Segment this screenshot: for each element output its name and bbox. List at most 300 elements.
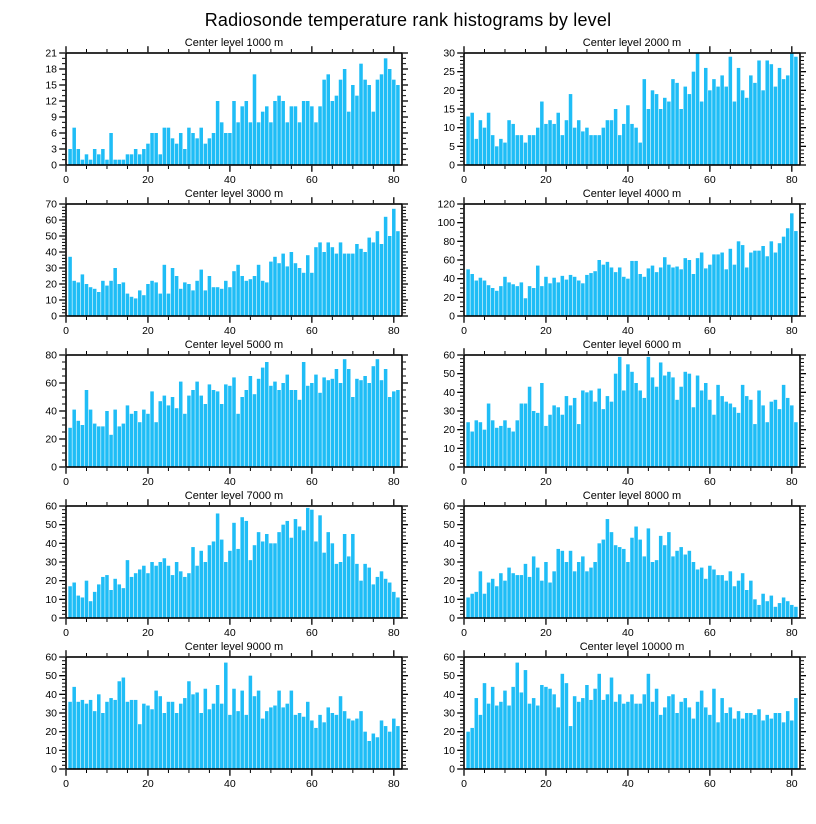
bar — [585, 392, 589, 467]
bar — [630, 538, 634, 618]
bar — [548, 120, 552, 165]
bar — [688, 94, 692, 165]
bar — [269, 122, 273, 165]
bar — [150, 281, 154, 316]
bar — [774, 253, 778, 316]
bar — [577, 120, 581, 165]
bar — [630, 261, 634, 316]
bar — [753, 251, 757, 316]
bar — [667, 102, 671, 165]
bar — [610, 678, 614, 769]
bar — [544, 687, 548, 769]
bar — [228, 133, 232, 165]
bar — [163, 713, 167, 769]
bar — [376, 80, 380, 165]
bar — [487, 704, 491, 769]
bar — [277, 691, 281, 769]
bar — [347, 719, 351, 769]
y-tick-label: 60 — [443, 651, 455, 664]
x-tick-label: 0 — [461, 627, 467, 639]
bar — [89, 601, 93, 618]
bar — [643, 556, 647, 618]
bar — [602, 540, 606, 618]
bar — [150, 709, 154, 769]
bar — [183, 149, 187, 165]
y-tick-label: 20 — [45, 575, 57, 588]
y-tick-label: 50 — [443, 670, 455, 683]
x-tick-label: 20 — [142, 778, 154, 790]
y-tick-label: 0 — [449, 159, 455, 172]
bar — [704, 707, 708, 769]
bar — [195, 382, 199, 467]
bar — [388, 732, 392, 769]
bar — [167, 294, 171, 316]
bar — [101, 281, 105, 316]
bar — [470, 728, 474, 769]
bar — [265, 534, 269, 618]
bar — [782, 237, 786, 316]
histogram-panel-5000m — [10, 337, 408, 488]
bar — [326, 242, 330, 316]
bar — [257, 379, 261, 467]
bar — [729, 571, 733, 618]
bar — [187, 573, 191, 618]
bar — [101, 426, 105, 467]
bar — [589, 568, 593, 618]
x-tick-label: 40 — [622, 778, 634, 790]
bar — [593, 562, 597, 618]
bar — [688, 374, 692, 467]
bar — [491, 420, 495, 467]
y-tick-label: 20 — [443, 291, 455, 304]
bar — [195, 692, 199, 769]
bar — [724, 581, 728, 618]
bar — [663, 376, 667, 467]
bar — [187, 128, 191, 165]
subplot-title: Center level 9000 m — [184, 641, 284, 653]
bar — [253, 74, 257, 165]
bar — [536, 266, 540, 316]
bar — [556, 407, 560, 467]
bar — [199, 396, 203, 467]
bar — [761, 246, 765, 316]
bar — [314, 247, 318, 316]
x-tick-label: 60 — [306, 325, 318, 337]
bar — [249, 122, 253, 165]
y-tick-label: 30 — [443, 405, 455, 418]
bar — [236, 414, 240, 467]
bar — [581, 131, 585, 165]
bar — [326, 532, 330, 618]
bar — [667, 532, 671, 618]
x-tick-label: 60 — [306, 174, 318, 186]
bar — [524, 564, 528, 618]
bar — [466, 269, 470, 316]
bar — [183, 282, 187, 316]
bar — [257, 265, 261, 316]
bar — [634, 261, 638, 316]
bar — [786, 228, 790, 316]
bar — [561, 674, 565, 769]
bar — [339, 383, 343, 467]
bar — [561, 551, 565, 618]
histogram-panel-3000m — [10, 186, 408, 337]
x-tick-label: 0 — [63, 476, 69, 488]
bar — [520, 282, 524, 316]
bar — [310, 510, 314, 618]
y-tick-label: 60 — [45, 500, 57, 513]
bar — [741, 573, 745, 618]
bar — [89, 287, 93, 316]
bar — [659, 109, 663, 165]
bar — [384, 58, 388, 165]
bar — [569, 405, 573, 467]
bar — [516, 420, 520, 467]
bar — [589, 273, 593, 316]
bar — [240, 397, 244, 467]
bar — [532, 135, 536, 165]
y-tick-label: 0 — [449, 461, 455, 474]
x-tick-label: 80 — [785, 325, 798, 337]
bar — [761, 594, 765, 618]
bar — [479, 571, 483, 618]
y-tick-label: 10 — [443, 744, 455, 757]
bar — [573, 277, 577, 316]
bar — [118, 681, 122, 769]
bar — [696, 702, 700, 769]
bar — [704, 68, 708, 165]
bar — [261, 368, 265, 467]
bar — [520, 404, 524, 467]
bar — [163, 558, 167, 618]
bar — [195, 138, 199, 165]
bar — [306, 386, 310, 467]
bar — [191, 133, 195, 165]
bar — [245, 715, 249, 769]
bar — [314, 541, 318, 618]
bar — [105, 702, 109, 769]
bar — [208, 138, 212, 165]
bar — [380, 571, 384, 618]
bar — [552, 124, 556, 165]
bar — [503, 420, 507, 467]
y-tick-label: 10 — [443, 593, 455, 606]
bar — [322, 553, 326, 618]
bar — [118, 426, 122, 467]
x-tick-label: 40 — [224, 778, 236, 790]
y-tick-label: 20 — [45, 278, 57, 291]
bar — [778, 243, 782, 316]
bar — [475, 281, 479, 316]
bar — [351, 397, 355, 467]
bar — [585, 685, 589, 769]
bar — [122, 678, 126, 769]
bar — [626, 105, 630, 165]
bar — [479, 715, 483, 769]
bar — [224, 281, 228, 316]
bar — [647, 268, 651, 316]
bar — [753, 424, 757, 467]
bar — [638, 274, 642, 316]
x-tick-label: 80 — [387, 174, 400, 186]
bar — [359, 711, 363, 769]
bar — [109, 435, 113, 467]
subplot-title: Center level 1000 m — [184, 37, 284, 49]
bar — [647, 674, 651, 769]
bar — [552, 571, 556, 618]
y-tick-label: 21 — [45, 47, 57, 60]
y-tick-label: 25 — [443, 66, 455, 79]
bar — [569, 94, 573, 165]
bar — [507, 282, 511, 316]
bar — [113, 268, 117, 316]
y-tick-label: 20 — [45, 726, 57, 739]
bar — [548, 415, 552, 467]
bar — [684, 87, 688, 165]
bar — [109, 698, 113, 769]
bar — [81, 425, 85, 467]
bar — [507, 428, 511, 467]
bar — [392, 719, 396, 769]
bar — [109, 590, 113, 618]
bar — [396, 85, 400, 165]
bar — [290, 106, 294, 165]
bar — [359, 64, 363, 165]
bar — [556, 282, 560, 316]
bar — [483, 594, 487, 618]
bar — [392, 391, 396, 467]
bar — [495, 291, 499, 316]
bar — [696, 53, 700, 165]
x-tick-label: 80 — [387, 325, 400, 337]
bar — [733, 719, 737, 769]
bar — [610, 532, 614, 618]
bar — [495, 586, 499, 618]
bar — [126, 560, 130, 618]
bar — [290, 538, 294, 618]
bar — [466, 422, 470, 467]
bar — [745, 713, 749, 769]
bar — [647, 357, 651, 467]
bar — [704, 268, 708, 316]
bar — [138, 154, 142, 165]
bar — [72, 281, 76, 316]
histogram-panel-1000m — [10, 35, 408, 186]
x-tick-label: 60 — [306, 476, 318, 488]
histogram-panel-2000m — [408, 35, 806, 186]
bar — [216, 513, 220, 618]
bar — [614, 374, 618, 467]
x-tick-label: 60 — [704, 174, 716, 186]
bar — [199, 713, 203, 769]
bar — [281, 254, 285, 316]
bar — [675, 713, 679, 769]
histogram-svg — [408, 337, 806, 488]
x-tick-label: 0 — [63, 778, 69, 790]
bar — [507, 706, 511, 769]
bar — [495, 706, 499, 769]
bar — [528, 704, 532, 769]
bar — [372, 242, 376, 316]
bar — [618, 547, 622, 618]
bar — [700, 568, 704, 618]
bar — [487, 113, 491, 165]
bar — [167, 702, 171, 769]
bar — [322, 252, 326, 316]
bar — [212, 390, 216, 467]
bar — [236, 265, 240, 316]
bar — [753, 715, 757, 769]
bar — [388, 397, 392, 467]
bar — [122, 282, 126, 316]
y-tick-label: 80 — [45, 349, 57, 362]
x-tick-label: 80 — [387, 778, 400, 790]
bar — [265, 362, 269, 467]
bar — [503, 581, 507, 618]
bar — [577, 562, 581, 618]
bar — [130, 577, 134, 618]
bar — [671, 694, 675, 769]
bar — [212, 133, 216, 165]
bar — [269, 262, 273, 316]
bar — [97, 426, 101, 467]
bar — [516, 286, 520, 316]
bar — [548, 689, 552, 769]
bar — [187, 396, 191, 467]
page-title: Radiosonde temperature rank histograms by level — [204, 10, 612, 30]
bar — [384, 579, 388, 618]
bar — [146, 284, 150, 316]
bar — [228, 386, 232, 467]
bar — [261, 541, 265, 618]
bar — [729, 404, 733, 467]
bar — [118, 284, 122, 316]
y-tick-label: 20 — [443, 84, 455, 97]
bar — [700, 102, 704, 165]
bar — [261, 719, 265, 769]
bar — [634, 383, 638, 467]
x-tick-label: 80 — [387, 476, 400, 488]
bar — [618, 357, 622, 467]
bar — [130, 154, 134, 165]
x-tick-label: 20 — [540, 325, 552, 337]
bar — [716, 722, 720, 769]
bar — [314, 122, 318, 165]
bar — [679, 387, 683, 467]
y-tick-label: 5 — [449, 140, 455, 153]
bar — [294, 106, 298, 165]
bar — [782, 597, 786, 618]
bar — [684, 555, 688, 618]
bar — [778, 713, 782, 769]
bar — [770, 402, 774, 467]
bar — [614, 545, 618, 618]
bar — [585, 128, 589, 165]
bar — [704, 383, 708, 467]
bar — [359, 380, 363, 467]
bar — [150, 562, 154, 618]
bar — [298, 268, 302, 316]
y-tick-label: 20 — [443, 575, 455, 588]
bar — [569, 551, 573, 618]
bar — [351, 85, 355, 165]
bar — [520, 692, 524, 769]
bar — [618, 135, 622, 165]
bar — [380, 720, 384, 769]
bar — [380, 380, 384, 467]
bar — [306, 702, 310, 769]
bar — [126, 294, 130, 316]
bar — [597, 543, 601, 618]
bar — [774, 400, 778, 467]
bar — [565, 280, 569, 316]
bar — [146, 706, 150, 769]
bar — [290, 252, 294, 316]
bar — [602, 409, 606, 467]
histogram-panel-9000m — [10, 639, 408, 790]
bar — [380, 74, 384, 165]
bar — [93, 289, 97, 316]
bar — [163, 396, 167, 467]
bar — [105, 575, 109, 618]
bar — [126, 154, 130, 165]
bar — [716, 385, 720, 467]
x-tick-label: 0 — [63, 325, 69, 337]
bar — [577, 702, 581, 769]
bar — [610, 120, 614, 165]
bar — [577, 424, 581, 467]
bar — [651, 377, 655, 467]
bar — [286, 375, 290, 467]
bar — [483, 128, 487, 165]
bar — [351, 254, 355, 316]
bar — [475, 420, 479, 467]
bar — [236, 549, 240, 618]
bar — [245, 390, 249, 467]
bar — [204, 144, 208, 165]
bar — [704, 579, 708, 618]
bar — [593, 135, 597, 165]
histogram-panel-7000m — [10, 488, 408, 639]
bar — [499, 286, 503, 316]
bar — [195, 566, 199, 618]
bar — [318, 393, 322, 467]
bar — [191, 290, 195, 316]
bar — [724, 87, 728, 165]
bar — [93, 711, 97, 769]
bar — [622, 277, 626, 316]
y-tick-label: 60 — [443, 349, 455, 362]
bar — [224, 384, 228, 467]
bar — [97, 154, 101, 165]
bar — [396, 231, 400, 316]
bar — [273, 101, 277, 165]
bar — [536, 568, 540, 618]
y-tick-label: 50 — [443, 519, 455, 532]
bar — [265, 106, 269, 165]
bar — [741, 719, 745, 769]
bar — [363, 80, 367, 165]
bar — [113, 579, 117, 618]
bar — [130, 297, 134, 316]
bar — [77, 596, 81, 618]
bar — [109, 133, 113, 165]
x-tick-label: 80 — [785, 476, 798, 488]
bar — [466, 116, 470, 165]
bar — [85, 154, 89, 165]
bar — [778, 603, 782, 618]
histogram-svg — [10, 35, 408, 186]
